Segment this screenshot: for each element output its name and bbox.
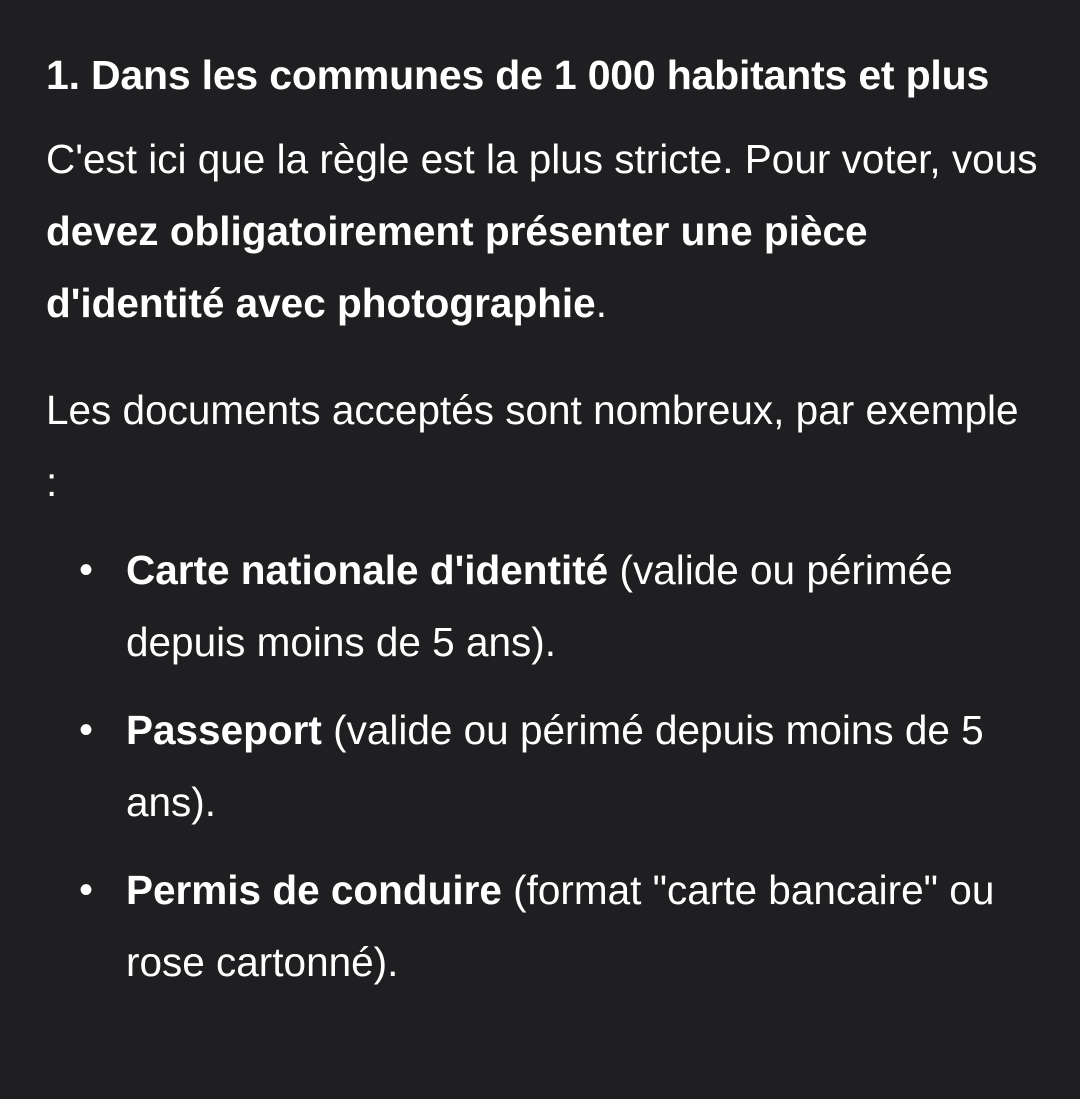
bullet-icon: •	[79, 548, 94, 592]
rule-emphasis: devez obligatoirement présenter une pièce d'identité avec photographie	[46, 208, 868, 326]
documents-list	[46, 534, 1040, 998]
document-details: (valide ou périmé depuis moins de 5 ans).	[126, 707, 984, 825]
bullet-icon: •	[79, 708, 94, 752]
document-details: (format "carte bancaire" ou rose cartonné).	[126, 867, 995, 985]
list-item	[46, 534, 1040, 678]
documents-intro: Les documents acceptés sont nombreux, par exemple :	[46, 387, 1019, 505]
document-name: Passeport	[126, 707, 322, 753]
rule-period: .	[595, 280, 607, 326]
rule-text: C'est ici que la règle est la plus stricte. Pour voter, vous	[46, 136, 1038, 182]
document-details: (valide ou périmée depuis moins de 5 ans).	[126, 547, 953, 665]
document-name: Permis de conduire	[126, 867, 502, 913]
bullet-icon: •	[79, 868, 94, 912]
list-item	[46, 694, 1040, 838]
list-item	[46, 854, 1040, 998]
rule-paragraph	[46, 123, 1040, 339]
section-heading: 1. Dans les communes de 1 000 habitants et plus	[46, 52, 990, 98]
document-name: Carte nationale d'identité	[126, 547, 609, 593]
